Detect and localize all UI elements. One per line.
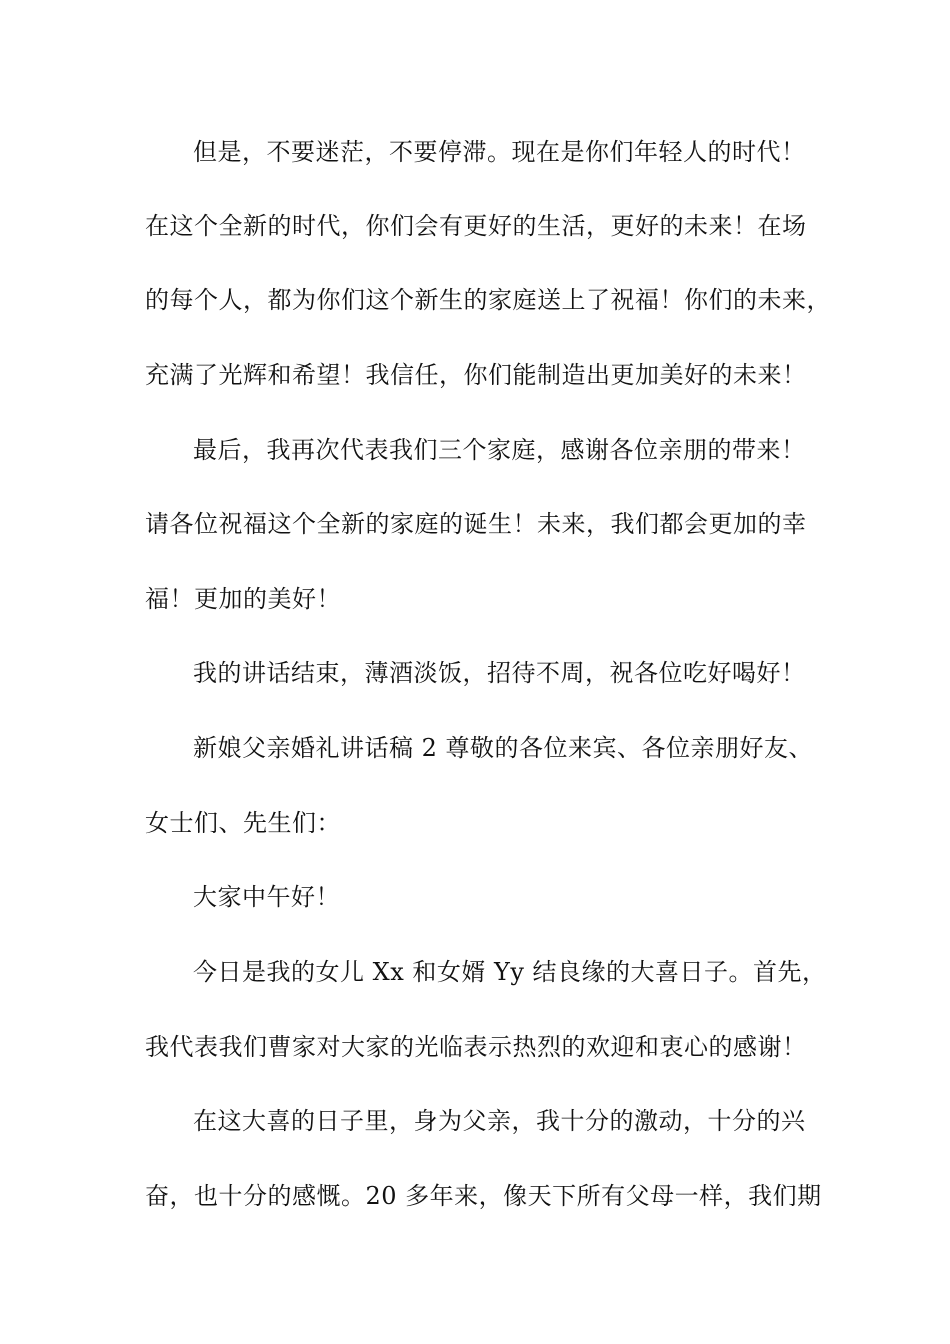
text-line: 在这个全新的时代，你们会有更好的生活，更好的未来！在场 (145, 212, 807, 240)
text-line: 充满了光辉和希望！我信任，你们能制造出更加美好的未来！ (145, 361, 807, 389)
text-line: 最后，我再次代表我们三个家庭，感谢各位亲朋的带来！ (193, 436, 806, 464)
text-line: 大家中午好！ (193, 883, 340, 911)
text-line: 我代表我们曹家对大家的光临表示热烈的欢迎和衷心的感谢！ (145, 1033, 807, 1061)
text-line: 但是，不要迷茫，不要停滞。现在是你们年轻人的时代！ (193, 138, 806, 166)
text-line: 奋，也十分的感慨。20 多年来，像天下所有父母一样，我们期 (145, 1182, 822, 1210)
text-line: 福！更加的美好！ (145, 585, 341, 613)
text-line: 今日是我的女儿 Xx 和女婿 Yy 结良缘的大喜日子。首先， (193, 958, 827, 986)
text-line: 新娘父亲婚礼讲话稿 2 尊敬的各位来宾、各位亲朋好友、 (193, 734, 814, 762)
text-line: 女士们、先生们： (145, 809, 341, 837)
text-line: 的每个人，都为你们这个新生的家庭送上了祝福！你们的未来， (145, 286, 831, 314)
text-line: 我的讲话结束，薄酒淡饭，招待不周，祝各位吃好喝好！ (193, 659, 806, 687)
text-line: 请各位祝福这个全新的家庭的诞生！未来，我们都会更加的幸 (145, 510, 807, 538)
text-line: 在这大喜的日子里，身为父亲，我十分的激动，十分的兴 (193, 1107, 806, 1135)
